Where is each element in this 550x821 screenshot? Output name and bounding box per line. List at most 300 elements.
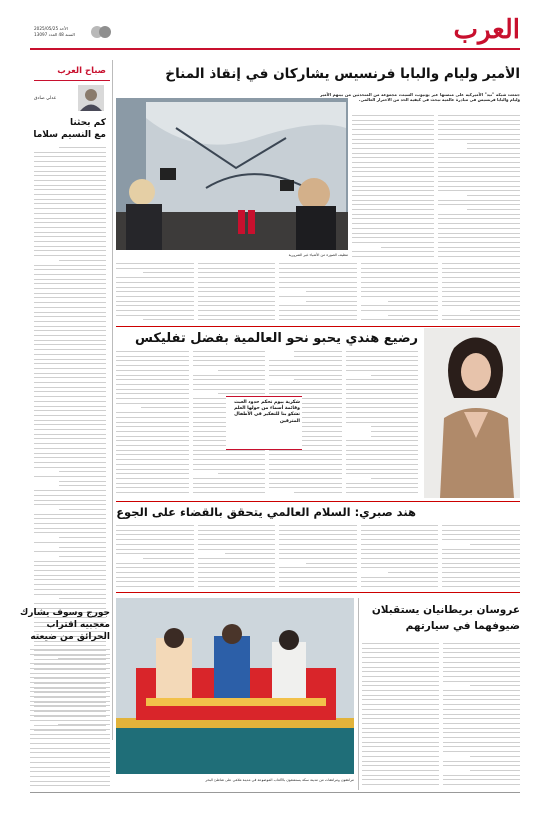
text-line: [193, 375, 266, 376]
text-line: [34, 420, 106, 421]
text-line: [279, 572, 357, 573]
text-line: [442, 282, 520, 283]
text-line: [34, 415, 106, 416]
text-line: [116, 398, 189, 399]
text-line: [34, 344, 106, 345]
text-line: [361, 567, 439, 568]
text-line: [34, 236, 106, 237]
text-line: [352, 218, 434, 219]
text-line: [438, 251, 520, 252]
text-line: [306, 301, 356, 302]
text-line: [346, 492, 419, 493]
text-line: [218, 393, 265, 394]
text-column: [346, 350, 419, 498]
text-line: [443, 742, 520, 743]
text-line: [116, 577, 194, 578]
text-line: [34, 241, 106, 242]
text-line: [34, 542, 106, 543]
text-line: [470, 685, 520, 686]
text-line: [443, 784, 520, 785]
text-line: [34, 208, 106, 209]
text-line: [352, 228, 434, 229]
text-line: [34, 166, 106, 167]
text-line: [361, 553, 439, 554]
text-line: [352, 167, 434, 168]
text-line: [361, 272, 439, 273]
text-line: [438, 120, 520, 121]
text-line: [443, 699, 520, 700]
text-line: [352, 171, 434, 172]
text-line: [362, 699, 439, 700]
text-line: [438, 153, 520, 154]
text-line: [346, 422, 419, 423]
text-line: [198, 577, 276, 578]
text-line: [279, 534, 357, 535]
text-line: [198, 581, 276, 582]
text-line: [443, 751, 520, 752]
text-line: [443, 690, 520, 691]
text-line: [116, 268, 194, 269]
text-line: [269, 360, 342, 361]
text-line: [116, 483, 189, 484]
text-line: [352, 190, 434, 191]
text-line: [198, 534, 276, 535]
text-line: [361, 534, 439, 535]
text-line: [34, 218, 106, 219]
story2-photo: [424, 328, 520, 498]
text-line: [198, 319, 276, 320]
text-line: [438, 134, 520, 135]
text-line: [193, 379, 266, 380]
text-line: [116, 549, 194, 550]
text-line: [198, 296, 276, 297]
text-line: [306, 563, 356, 564]
text-line: [443, 695, 520, 696]
text-line: [443, 648, 520, 649]
text-line: [116, 440, 189, 441]
text-line: [59, 537, 106, 538]
text-line: [362, 779, 439, 780]
text-line: [438, 223, 520, 224]
text-line: [116, 426, 189, 427]
text-line: [34, 518, 106, 519]
text-line: [198, 572, 276, 573]
text-line: [352, 157, 434, 158]
text-line: [34, 293, 106, 294]
text-line: [361, 549, 439, 550]
text-line: [198, 563, 276, 564]
text-column: [361, 262, 439, 324]
text-line: [362, 676, 439, 677]
text-line: [438, 256, 520, 257]
text-line: [371, 431, 418, 432]
story3-headline: هند صبري: السلام العالمي يتحقق بالقضاء على الجوع: [116, 505, 416, 519]
text-line: [279, 558, 357, 559]
text-line: [116, 291, 194, 292]
text-line: [116, 459, 189, 460]
text-line: [346, 464, 419, 465]
text-line: [116, 454, 189, 455]
text-line: [116, 365, 189, 366]
text-line: [34, 326, 106, 327]
text-line: [116, 469, 189, 470]
text-line: [346, 365, 419, 366]
text-column: [30, 648, 110, 788]
text-line: [30, 696, 110, 697]
text-line: [362, 756, 439, 757]
text-line: [279, 310, 357, 311]
text-line: [34, 429, 106, 430]
text-line: [362, 681, 439, 682]
text-line: [279, 549, 357, 550]
text-line: [34, 255, 106, 256]
text-line: [346, 370, 419, 371]
text-line: [442, 287, 520, 288]
text-line: [442, 296, 520, 297]
text-line: [34, 561, 106, 562]
text-line: [34, 373, 106, 374]
text-line: [30, 781, 110, 782]
text-column: [279, 524, 357, 590]
text-line: [443, 657, 520, 658]
text-line: [352, 120, 434, 121]
text-line: [361, 310, 439, 311]
text-line: [34, 594, 106, 595]
text-line: [279, 277, 357, 278]
text-line: [470, 770, 520, 771]
text-column: [442, 524, 520, 590]
text-column: [361, 524, 439, 590]
text-line: [34, 453, 106, 454]
story1-lead: جمعت شبكة "تيد" الأميركية على منصتها عبر يوتيوب، السبت، مجموعة من المتحدثين من بينهم الأمير وليام والبابا فرنسيس في مبادرة عالمية تبحث في كيفية الحد من الاحترار العالمي.: [320, 92, 520, 102]
text-line: [352, 233, 434, 234]
text-line: [34, 603, 106, 604]
text-line: [58, 724, 110, 725]
text-line: [59, 556, 106, 557]
text-line: [438, 200, 520, 201]
text-line: [198, 282, 276, 283]
text-line: [34, 269, 106, 270]
text-line: [361, 319, 439, 320]
text-line: [362, 761, 439, 762]
text-line: [34, 189, 106, 190]
text-line: [34, 227, 106, 228]
text-line: [294, 356, 341, 357]
text-line: [438, 204, 520, 205]
text-line: [116, 487, 189, 488]
text-line: [34, 152, 106, 153]
text-line: [198, 272, 276, 273]
text-line: [346, 384, 419, 385]
text-line: [438, 181, 520, 182]
text-line: [371, 426, 418, 427]
text-line: [346, 469, 419, 470]
text-line: [34, 490, 106, 491]
text-line: [279, 567, 357, 568]
text-line: [34, 495, 106, 496]
story2-rule: [116, 501, 520, 502]
text-line: [269, 473, 342, 474]
text-line: [34, 645, 106, 646]
text-line: [34, 387, 106, 388]
text-line: [30, 682, 110, 683]
text-line: [442, 534, 520, 535]
text-line: [30, 729, 110, 730]
text-line: [59, 547, 106, 548]
text-line: [442, 553, 520, 554]
text-line: [352, 176, 434, 177]
text-column: [116, 524, 194, 590]
text-line: [443, 704, 520, 705]
text-line: [34, 401, 106, 402]
text-line: [352, 143, 434, 144]
text-line: [34, 171, 106, 172]
text-line: [116, 450, 189, 451]
text-line: [470, 756, 520, 757]
text-line: [34, 307, 106, 308]
text-line: [30, 649, 110, 650]
text-line: [30, 734, 110, 735]
text-line: [116, 356, 189, 357]
text-line: [279, 272, 357, 273]
text-line: [30, 771, 110, 772]
text-line: [116, 544, 194, 545]
story3-body: [116, 524, 520, 590]
text-line: [279, 581, 357, 582]
text-line: [362, 704, 439, 705]
text-line: [438, 129, 520, 130]
text-line: [371, 436, 418, 437]
text-line: [442, 272, 520, 273]
text-line: [279, 287, 357, 288]
text-line: [279, 315, 357, 316]
text-line: [116, 282, 194, 283]
text-line: [306, 291, 356, 292]
text-line: [438, 190, 520, 191]
text-line: [34, 213, 106, 214]
text-line: [361, 287, 439, 288]
text-line: [438, 247, 520, 248]
text-line: [34, 584, 106, 585]
text-line: [442, 558, 520, 559]
text-line: [269, 454, 342, 455]
text-line: [193, 459, 266, 460]
text-line: [443, 761, 520, 762]
story1-headline: الأمير وليام والبابا فرنسيس يشاركان في إنقاذ المناخ: [165, 66, 520, 82]
text-line: [34, 406, 106, 407]
text-line: [116, 310, 194, 311]
text-line: [193, 384, 266, 385]
text-line: [362, 732, 439, 733]
text-line: [34, 443, 106, 444]
text-line: [443, 779, 520, 780]
text-line: [116, 572, 194, 573]
text-line: [218, 370, 265, 371]
newspaper-logo: العرب: [453, 15, 520, 45]
text-line: [58, 658, 110, 659]
text-line: [361, 539, 439, 540]
text-line: [352, 209, 434, 210]
text-line: [346, 483, 419, 484]
text-line: [116, 351, 189, 352]
text-line: [34, 288, 106, 289]
text-line: [116, 393, 189, 394]
text-line: [438, 237, 520, 238]
text-line: [34, 448, 106, 449]
text-line: [34, 359, 106, 360]
text-line: [116, 379, 189, 380]
text-line: [198, 287, 276, 288]
story4-divider: [358, 598, 359, 790]
text-line: [442, 315, 520, 316]
text-line: [352, 153, 434, 154]
text-line: [34, 377, 106, 378]
text-line: [34, 504, 106, 505]
text-column: [279, 262, 357, 324]
text-line: [34, 354, 106, 355]
text-line: [116, 581, 194, 582]
text-line: [443, 765, 520, 766]
text-line: [443, 671, 520, 672]
text-line: [346, 398, 419, 399]
text-line: [193, 454, 266, 455]
story1-photo: [116, 98, 348, 250]
column-rule: [34, 80, 110, 81]
text-line: [362, 690, 439, 691]
text-line: [442, 525, 520, 526]
text-line: [438, 167, 520, 168]
text-line: [361, 263, 439, 264]
text-line: [34, 321, 106, 322]
text-line: [346, 389, 419, 390]
story1-body-right: [352, 114, 520, 260]
text-line: [59, 147, 106, 148]
text-line: [438, 218, 520, 219]
text-line: [352, 256, 434, 257]
text-line: [30, 663, 110, 664]
text-column: [443, 642, 520, 788]
text-line: [269, 365, 342, 366]
text-line: [352, 214, 434, 215]
story1-photo-caption: تنظيف الصورة من الأشياء غير الضرورية: [288, 253, 348, 257]
text-line: [34, 514, 106, 515]
text-line: [116, 445, 189, 446]
text-line: [442, 530, 520, 531]
column-title-2: مع النسيم سلاما: [33, 130, 106, 140]
text-line: [442, 305, 520, 306]
text-line: [443, 723, 520, 724]
text-line: [116, 287, 194, 288]
text-line: [116, 360, 189, 361]
text-line: [443, 732, 520, 733]
text-column: [362, 642, 439, 788]
text-line: [269, 459, 342, 460]
text-line: [438, 162, 520, 163]
text-line: [279, 586, 357, 587]
text-line: [346, 403, 419, 404]
text-line: [279, 296, 357, 297]
text-line: [443, 681, 520, 682]
text-line: [467, 195, 520, 196]
text-line: [193, 483, 266, 484]
text-line: [34, 265, 106, 266]
story4-body: [362, 642, 520, 788]
text-line: [352, 124, 434, 125]
text-line: [34, 382, 106, 383]
text-line: [30, 668, 110, 669]
text-line: [34, 335, 106, 336]
text-line: [30, 748, 110, 749]
text-line: [361, 277, 439, 278]
text-line: [30, 738, 110, 739]
text-line: [198, 305, 276, 306]
text-line: [269, 393, 342, 394]
text-line: [438, 186, 520, 187]
text-line: [34, 297, 106, 298]
text-line: [34, 523, 106, 524]
text-line: [34, 438, 106, 439]
column-section-label: صباح العرب: [57, 66, 106, 76]
text-line: [438, 214, 520, 215]
text-line: [30, 715, 110, 716]
text-line: [346, 412, 419, 413]
text-line: [116, 375, 189, 376]
text-line: [143, 319, 193, 320]
text-line: [34, 565, 106, 566]
text-line: [361, 268, 439, 269]
text-line: [116, 534, 194, 535]
text-line: [193, 351, 266, 352]
text-line: [198, 586, 276, 587]
text-line: [279, 530, 357, 531]
text-line: [362, 770, 439, 771]
text-line: [34, 274, 106, 275]
text-line: [34, 500, 106, 501]
text-line: [30, 705, 110, 706]
text-line: [362, 784, 439, 785]
text-line: [30, 673, 110, 674]
text-line: [30, 743, 110, 744]
text-line: [198, 530, 276, 531]
column-divider: [112, 60, 113, 740]
text-line: [116, 370, 189, 371]
text-line: [34, 532, 106, 533]
text-line: [34, 199, 106, 200]
story5-photo: [116, 598, 354, 774]
column-title-1: كم بحثنا: [69, 118, 106, 128]
text-column: [438, 114, 520, 260]
text-line: [442, 291, 520, 292]
text-line: [30, 776, 110, 777]
text-line: [294, 351, 341, 352]
text-line: [34, 194, 106, 195]
story5-photo-caption: مراهقون ومراهقات من مدينة سكة يستمتعون بالألعاب الموضوعة في مدينة ملاهي على شاطئ البحر: [205, 778, 354, 782]
story5-body: [30, 648, 110, 788]
text-line: [443, 676, 520, 677]
text-line: [34, 457, 106, 458]
issue-number: السنة 48 العدد 13097: [34, 32, 75, 37]
text-line: [346, 450, 419, 451]
text-line: [59, 471, 106, 472]
text-line: [279, 544, 357, 545]
text-line: [30, 767, 110, 768]
text-line: [34, 283, 106, 284]
story1-body: [116, 262, 520, 324]
text-line: [116, 296, 194, 297]
text-line: [442, 577, 520, 578]
text-line: [443, 643, 520, 644]
text-line: [116, 473, 189, 474]
